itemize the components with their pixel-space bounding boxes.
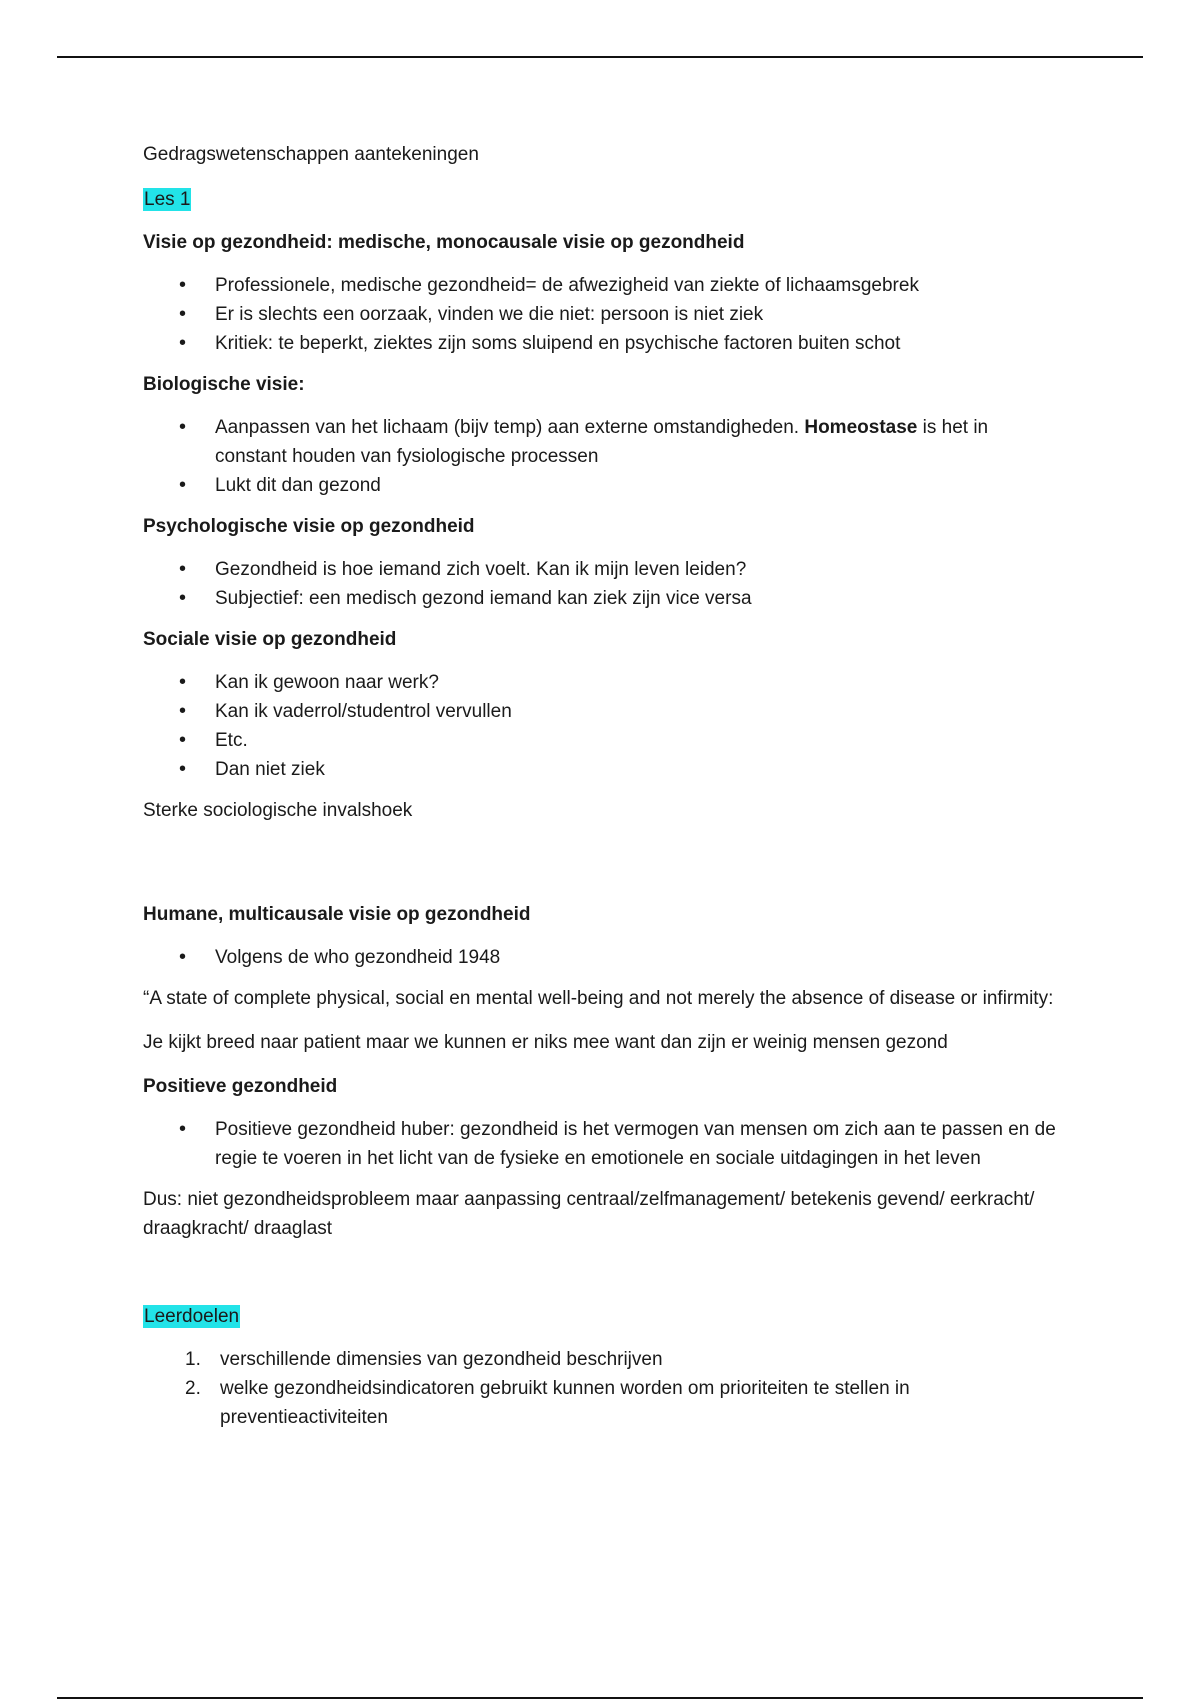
paragraph-positief-note: Dus: niet gezondheidsprobleem maar aanpassing centraal/zelfmanagement/ betekenis gevend/ eerkracht/ draagkracht/ draaglast: [143, 1189, 1035, 1239]
section-heading-psychologisch: Psychologische visie op gezondheid: [143, 516, 475, 537]
list-item: • Er is slechts een oorzaak, vinden we die niet: persoon is niet ziek: [143, 300, 1063, 329]
spacer: [143, 840, 1063, 900]
list-item: • Professionele, medische gezondheid= de afwezigheid van ziekte of lichaamsgebrek: [143, 271, 1063, 300]
bullet-list-sociaal: [143, 668, 1063, 784]
list-item: • Gezondheid is hoe iemand zich voelt. Kan ik mijn leven leiden?: [143, 555, 1063, 584]
list-item: • Lukt dit dan gezond: [143, 471, 1063, 500]
list-item: • Subjectief: een medisch gezond iemand kan ziek zijn vice versa: [143, 584, 1063, 613]
section-heading-sociaal: Sociale visie op gezondheid: [143, 629, 397, 650]
list-item: • Etc.: [143, 726, 1063, 755]
bullet-list-psychologisch: [143, 555, 1063, 613]
document-page: [143, 140, 1063, 1432]
list-item-text: is het in constant houden van fysiologische processen: [215, 417, 989, 467]
list-item-text: Aanpassen van het lichaam (bijv temp) aan externe omstandigheden.: [215, 417, 805, 438]
list-item: • Dan niet ziek: [143, 755, 1063, 784]
document-title: Gedragswetenschappen aantekeningen: [143, 144, 479, 165]
leerdoelen-tag-line: [143, 1302, 1063, 1331]
lesson-tag: Les 1: [144, 189, 191, 210]
section-heading-positief: Positieve gezondheid: [143, 1076, 338, 1097]
section-heading-biologisch: Biologische visie:: [143, 374, 305, 395]
leerdoelen-tag: Leerdoelen: [144, 1306, 240, 1327]
paragraph-who-quote: “A state of complete physical, social en mental well-being and not merely the absence of disease or infirmity:: [143, 988, 1054, 1009]
bold-term-homeostase: Homeostase: [804, 417, 918, 438]
list-item: • Kritiek: te beperkt, ziektes zijn soms sluipend en psychische factoren buiten schot: [143, 329, 1063, 358]
list-item: • Kan ik vaderrol/studentrol vervullen: [143, 697, 1063, 726]
header-rule: [57, 56, 1143, 58]
numbered-list-leerdoelen: [143, 1345, 1063, 1432]
list-item: • Positieve gezondheid huber: gezondheid is het vermogen van mensen om zich aan te passen en de regie te voeren in het licht van de fysieke en emotionele en sociale uitdagingen in het leven: [143, 1115, 1063, 1173]
lesson-tag-line: [143, 185, 1063, 214]
list-item: [143, 1374, 1063, 1432]
list-item: [143, 1345, 1063, 1374]
bullet-list-medisch: [143, 271, 1063, 358]
list-number: 2.: [185, 1378, 201, 1399]
spacer: [143, 1258, 1063, 1302]
list-item: • Kan ik gewoon naar werk?: [143, 668, 1063, 697]
section-heading-humaan: Humane, multicausale visie op gezondheid: [143, 904, 531, 925]
bullet-list-humaan: [143, 943, 1063, 972]
list-number: 1.: [185, 1349, 201, 1370]
bullet-list-biologisch: [143, 413, 1063, 500]
list-item-text: verschillende dimensies van gezondheid beschrijven: [220, 1349, 663, 1370]
list-item-text: welke gezondheidsindicatoren gebruikt kunnen worden om prioriteiten te stellen in preventieactiviteiten: [220, 1378, 910, 1428]
section-heading-medisch: Visie op gezondheid: medische, monocausale visie op gezondheid: [143, 232, 745, 253]
list-item: [143, 413, 1063, 471]
list-item: • Volgens de who gezondheid 1948: [143, 943, 1063, 972]
paragraph-sociaal-note: Sterke sociologische invalshoek: [143, 800, 413, 821]
footer-rule: [57, 1697, 1143, 1699]
bullet-list-positief: [143, 1115, 1063, 1173]
paragraph-humaan-note: Je kijkt breed naar patient maar we kunnen er niks mee want dan zijn er weinig mensen gezond: [143, 1032, 948, 1053]
